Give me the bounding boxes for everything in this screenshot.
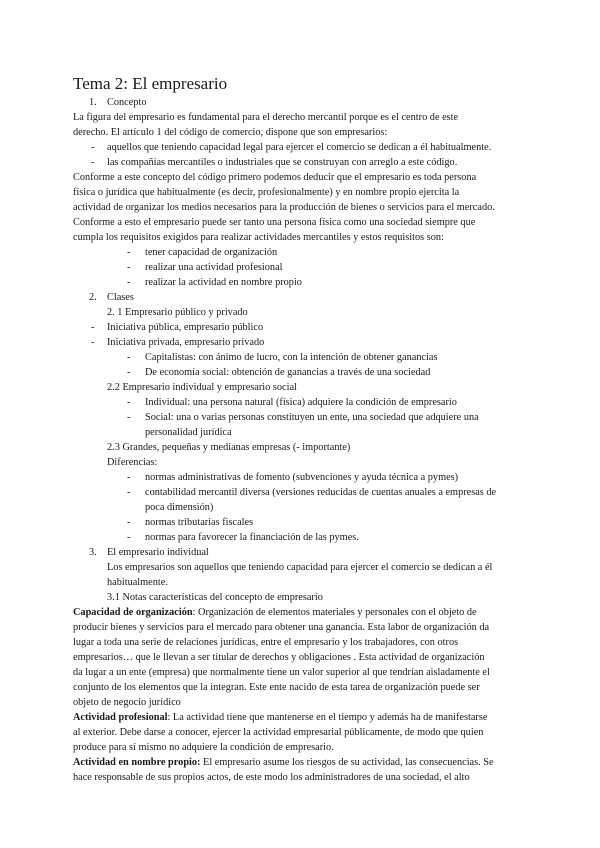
list-item: normas tributarias fiscales [145, 517, 254, 528]
bullet-dash: - [127, 472, 131, 483]
bullet-dash: - [91, 142, 95, 153]
paragraph-line: actividad de organizar los medios necesarios para la producción de bienes o servicios para el mercado. [73, 202, 495, 213]
bullet-dash: - [127, 487, 131, 498]
paragraph-line [73, 606, 477, 620]
paragraph-line: producir bienes y servicios para el mercado para obtener una ganancia. Esta labor de organización da [73, 622, 490, 633]
paragraph-line: Conforme a este concepto del código primero podemos deducir que el empresario es toda persona [73, 172, 477, 183]
paragraph-line [73, 756, 494, 770]
bullet-dash: - [91, 337, 95, 348]
bullet-dash: - [91, 157, 95, 168]
list-item: normas administrativas de fomento (subvenciones y ayuda técnica a pymes) [145, 472, 459, 483]
paragraph-line: da lugar a un ente (empresa) que normalmente tiene un valor superior al que tendrían aisladamente el [73, 667, 490, 678]
section-3-heading: El empresario individual [107, 547, 209, 558]
list-item: las compañías mercantiles o industriales que se construyan con arreglo a este código. [107, 157, 458, 168]
paragraph-line: hace responsable de sus propios actos, de este modo los administradores de una sociedad, el alto [73, 772, 470, 783]
list-item: Iniciativa privada, empresario privado [107, 337, 265, 348]
list-item: aquellos que teniendo capacidad legal para ejercer el comercio se dedican a él habitualmente. [107, 142, 492, 153]
paragraph-line: Conforme a esto el empresario puede ser tanto una persona física como una sociedad siempre que [73, 217, 476, 228]
subheading: 3.1 Notas características del concepto de empresario [107, 592, 323, 603]
list-item: realizar una actividad profesional [145, 262, 283, 273]
bullet-dash: - [127, 277, 131, 288]
paragraph-line: produce para sí mismo no adquiere la condición de empresario. [73, 742, 334, 753]
bullet-dash: - [127, 412, 131, 423]
term-nombre-propio: Actividad en nombre propio: [73, 757, 201, 768]
list-item: tener capacidad de organización [145, 247, 278, 258]
bullet-dash: - [91, 322, 95, 333]
term-definition: : La actividad tiene que mantenerse en el tiempo y además ha de manifestarse [167, 712, 488, 723]
list-item: Individual: una persona natural (física) adquiere la condición de empresario [145, 397, 457, 408]
list-item-continuation: poca dimensión) [145, 502, 214, 513]
paragraph-line [73, 711, 487, 725]
term-definition: El empresario asume los riesgos de su actividad, las consecuencias. Se [200, 757, 494, 768]
subheading: 2.3 Grandes, pequeñas y medianas empresas (- importante) [107, 442, 351, 453]
paragraph-line: lugar a toda una serie de relaciones jurídicas, entre el empresario y los trabajadores, con otros [73, 637, 459, 648]
bullet-dash: - [127, 262, 131, 273]
paragraph-line: objeto de negocio jurídico [73, 697, 181, 708]
list-item: Capitalistas: con ánimo de lucro, con la intención de obtener ganancias [145, 352, 438, 363]
term-capacidad: Capacidad de organización [73, 607, 193, 618]
paragraph-line: al exterior. Debe darse a conocer, ejercer la actividad empresarial públicamente, de modo que quien [73, 727, 484, 738]
list-item: normas para favorecer la financiación de las pymes. [145, 532, 359, 543]
section-1-heading: Concepto [107, 97, 147, 108]
list-item: Social: una o varias personas constituyen un ente, una sociedad que adquiere una [145, 412, 479, 423]
paragraph-line: Los empresarios son aquellos que teniendo capacidad para ejercer el comercio se dedican a él [107, 562, 493, 573]
subheading: 2.2 Empresario individual y empresario social [107, 382, 297, 393]
bullet-dash: - [127, 532, 131, 543]
list-item: contabilidad mercantil diversa (versiones reducidas de cuentas anuales a empresas de [145, 487, 497, 498]
section-3-number: 3. [89, 547, 97, 558]
bullet-dash: - [127, 517, 131, 528]
bullet-dash: - [127, 397, 131, 408]
differences-label: Diferencias: [107, 457, 158, 468]
term-definition: : Organización de elementos materiales y personales con el objeto de [192, 607, 477, 618]
section-1-number: 1. [89, 97, 97, 108]
paragraph-line: física o jurídica que habitualmente (es decir, profesionalmente) y en nombre propio ejercita la [73, 187, 460, 198]
list-item: De economía social: obtención de ganancias a través de una sociedad [145, 367, 431, 378]
bullet-dash: - [127, 352, 131, 363]
paragraph-line: conjunto de los elementos que la integran. Este ente nacido de esta tarea de organización puede ser [73, 682, 480, 693]
subheading: 2. 1 Empresario público y privado [107, 307, 248, 318]
paragraph-line: habitualmente. [107, 577, 168, 588]
section-2-number: 2. [89, 292, 97, 303]
bullet-dash: - [127, 367, 131, 378]
page-title: Tema 2: El empresario [73, 74, 228, 93]
bullet-dash: - [127, 247, 131, 258]
list-item-continuation: personalidad jurídica [145, 427, 232, 438]
paragraph-line: La figura del empresario es fundamental para el derecho mercantil porque es el centro de este [73, 112, 459, 123]
term-profesional: Actividad profesional [73, 712, 168, 723]
paragraph-line: derecho. El artículo 1 del código de comercio, dispone que son empresarios: [73, 127, 388, 138]
list-item: Iniciativa pública, empresario público [107, 322, 264, 333]
section-2-heading: Clases [107, 292, 134, 303]
list-item: realizar la actividad en nombre propio [145, 277, 302, 288]
paragraph-line: empresarios… que le llevan a ser titular de derechos y obligaciones . Esta actividad de organización [73, 652, 485, 663]
paragraph-line: cumpla los requisitos exigidos para realizar actividades mercantiles y estos requisitos son: [73, 232, 444, 243]
